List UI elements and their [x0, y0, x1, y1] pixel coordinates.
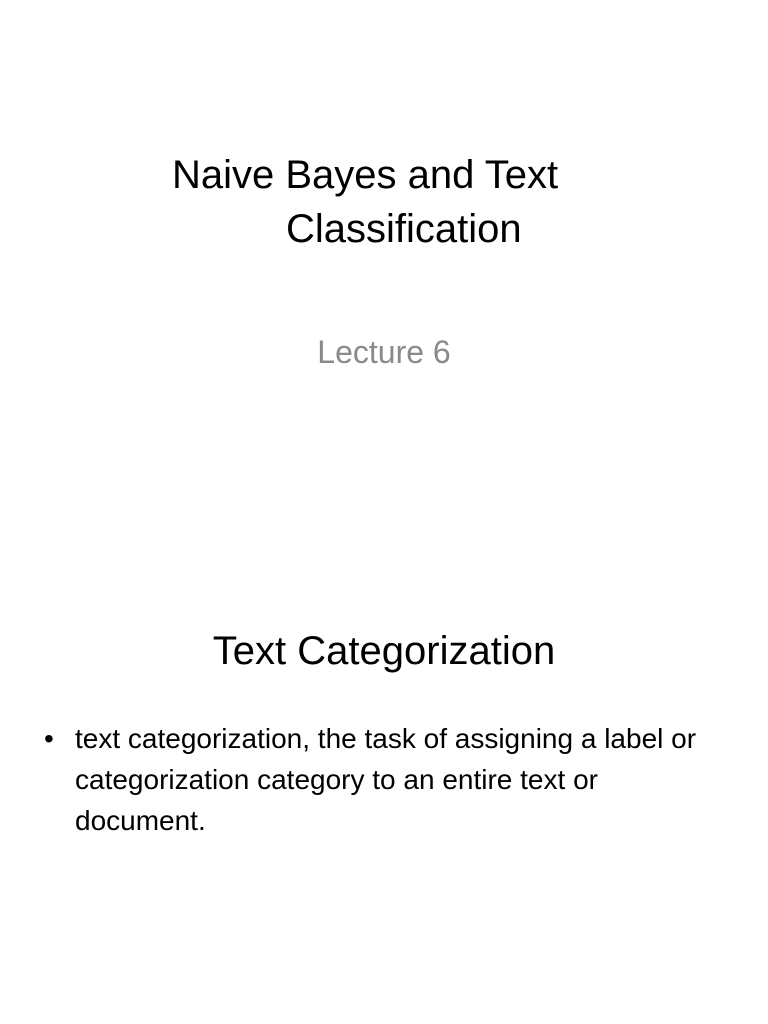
slide-subtitle: Lecture 6 [317, 334, 451, 370]
slide-title [0, 148, 768, 256]
bullet-list [44, 718, 704, 841]
slide-title-line-1: Naive Bayes and Text [172, 153, 559, 197]
bullet-text: text categorization, the task of assigning a label or categorization category to an entire text or document. [75, 723, 697, 836]
slide-title-line-2: Classification [286, 207, 522, 251]
slide-title: Text Categorization [212, 629, 556, 673]
bullet-marker: • [44, 723, 54, 754]
slide-2 [0, 512, 768, 1024]
bullet-item [44, 718, 704, 841]
